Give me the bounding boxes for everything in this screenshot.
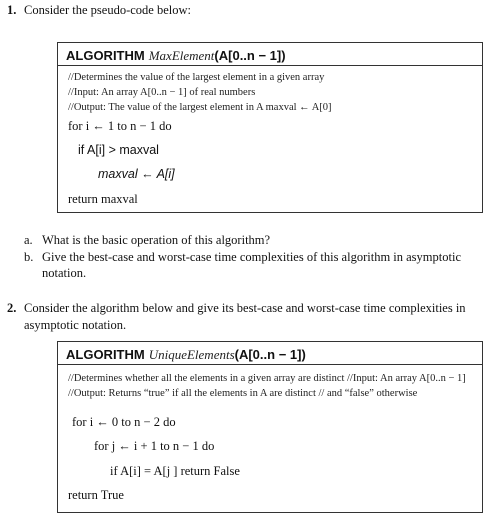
code-line-1: for i ← 0 to n − 2 do bbox=[72, 415, 176, 429]
code-line-3: if A[i] = A[j ] return False bbox=[110, 464, 240, 478]
question-1-text: Consider the pseudo-code below: bbox=[24, 3, 191, 17]
code-line-2: if A[i] > maxval bbox=[78, 143, 159, 157]
sub-question-a-label: a. bbox=[24, 233, 33, 247]
sub-question-a-text: What is the basic operation of this algorithm? bbox=[42, 233, 271, 247]
algorithm-box-unique-elements bbox=[57, 341, 483, 513]
algorithm-name: UniqueElements bbox=[148, 347, 235, 362]
code-line-4: return True bbox=[68, 488, 124, 502]
algorithm-comment-3: //Output: The value of the largest element in A maxval ← A[0] bbox=[68, 102, 332, 113]
algorithm-comment-2: //Output: Returns “true” if all the elements in A are distinct // and “false” otherwise bbox=[68, 388, 418, 399]
question-2-text-2: asymptotic notation. bbox=[24, 318, 127, 332]
code-line-4: return maxval bbox=[68, 192, 138, 206]
question-1-number: 1. bbox=[7, 3, 17, 17]
code-line-1: for i ← 1 to n − 1 do bbox=[68, 119, 172, 133]
code-line-3: maxval ← A[i] bbox=[98, 167, 175, 181]
sub-question-b-text-2: notation. bbox=[42, 266, 87, 280]
algorithm-keyword: ALGORITHM bbox=[66, 347, 145, 362]
algorithm-comment-2: //Input: An array A[0..n − 1] of real numbers bbox=[68, 87, 256, 98]
question-2-number: 2. bbox=[7, 301, 17, 315]
question-2-text-1: Consider the algorithm below and give its best-case and worst-case time complexities in bbox=[24, 301, 466, 315]
sub-question-b-text-1: Give the best-case and worst-case time complexities of this algorithm in asymptotic bbox=[42, 250, 461, 264]
sub-question-b-label: b. bbox=[24, 250, 34, 264]
algorithm-signature bbox=[66, 346, 306, 364]
algorithm-box-max-element bbox=[57, 42, 483, 213]
algorithm-comment-1: //Determines whether all the elements in a given array are distinct //Input: An array A[0..n − 1] bbox=[68, 373, 466, 384]
algorithm-comment-1: //Determines the value of the largest element in a given array bbox=[68, 72, 325, 83]
algorithm-keyword: ALGORITHM bbox=[66, 48, 145, 63]
algorithm-params: (A[0..n − 1]) bbox=[234, 347, 306, 362]
code-line-2: for j ← i + 1 to n − 1 do bbox=[94, 439, 215, 453]
algorithm-name: MaxElement bbox=[148, 48, 215, 63]
algorithm-params: (A[0..n − 1]) bbox=[214, 48, 286, 63]
algorithm-signature bbox=[66, 47, 286, 65]
